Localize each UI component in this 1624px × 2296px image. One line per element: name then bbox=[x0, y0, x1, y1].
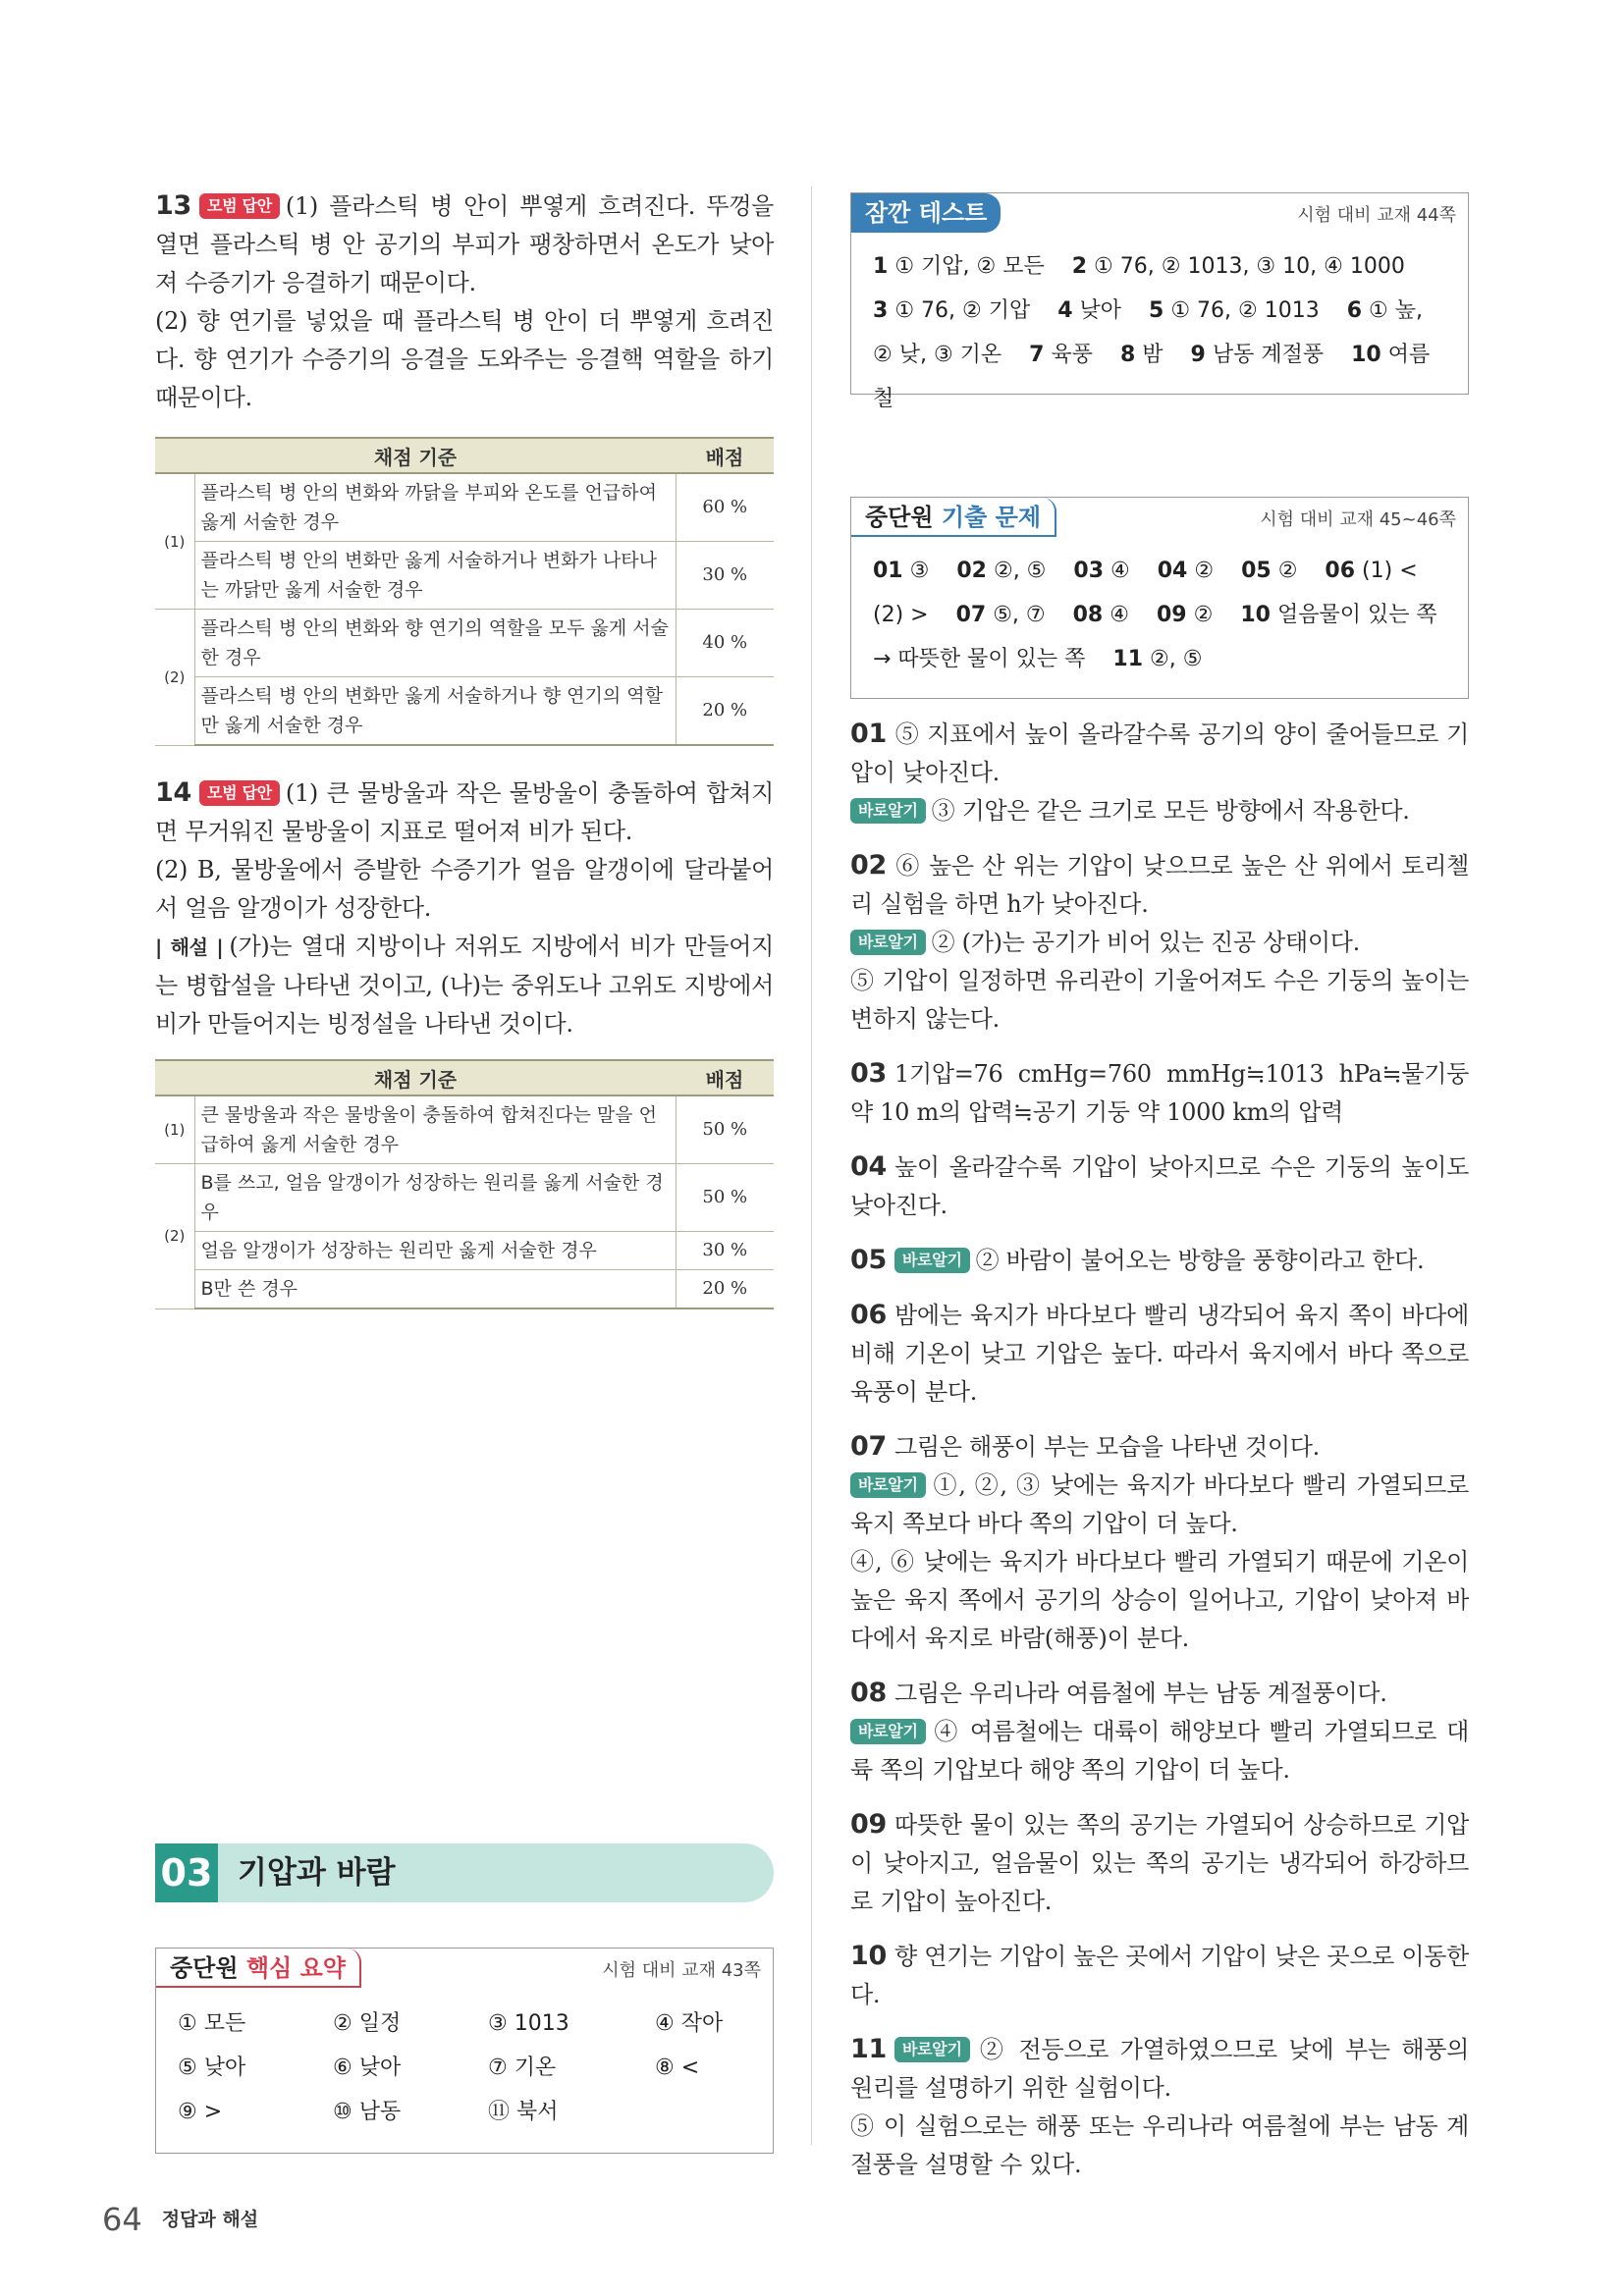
answer-text: ④ 여름철에는 대륙이 해양보다 빨리 가열되므로 대륙 쪽의 기압보다 해양 쪽의 기압이 더 높다. bbox=[850, 1718, 1469, 1784]
table-cell: 플라스틱 병 안의 변화만 옳게 서술하거나 변화가 나타나는 까닭만 옳게 서술한 경우 bbox=[194, 542, 676, 610]
model-answer-tag: 모범 답안 bbox=[199, 193, 280, 219]
item-answer: ① 76, ② 1013 bbox=[1170, 298, 1320, 323]
answer-01 bbox=[850, 715, 1469, 830]
answer-number: 07 bbox=[850, 1431, 887, 1462]
box-tab bbox=[851, 498, 1056, 537]
item-answer: ① 76, ② 기압 bbox=[894, 298, 1031, 323]
answer-08 bbox=[850, 1674, 1469, 1789]
item-number: 9 bbox=[1190, 343, 1206, 367]
footer-title: 정답과 해설 bbox=[161, 2209, 259, 2230]
item-number: 01 bbox=[873, 559, 903, 583]
answer-line bbox=[873, 289, 1448, 333]
table-cell: B만 쓴 경우 bbox=[194, 1270, 676, 1309]
item-answer: 여름철 bbox=[873, 343, 1431, 411]
box-tab bbox=[156, 1949, 361, 1988]
item-number: 6 bbox=[1346, 298, 1363, 323]
item-number: 04 bbox=[1157, 559, 1188, 583]
answer-text: ⑤ 이 실험으로는 해풍 또는 우리나라 여름철에 부는 남동 계절풍을 설명할 수 있다. bbox=[850, 2112, 1469, 2178]
core-summary-box bbox=[155, 1948, 774, 2154]
item-answer: 얼음물이 있는 쪽 bbox=[1276, 603, 1437, 627]
answer-10 bbox=[850, 1937, 1469, 2014]
item-answer: ② 낮, ③ 기온 bbox=[873, 343, 1002, 367]
item-answer: 낮아 bbox=[1079, 298, 1122, 323]
item-answer: (2) > bbox=[873, 603, 929, 627]
table-header-criteria: 채점 기준 bbox=[155, 438, 676, 473]
answer-text: ② 바람이 불어오는 방향을 풍향이라고 한다. bbox=[975, 1247, 1425, 1274]
reference-page: 시험 대비 교재 44쪽 bbox=[1297, 205, 1456, 226]
answer-text: 1기압=76 cmHg=760 mmHg≒1013 hPa≒물기둥 약 10 m의 압력≒공기 기둥 약 1000 km의 압력 bbox=[850, 1060, 1469, 1126]
table-points: 40 % bbox=[676, 610, 774, 677]
answer-number: 11 bbox=[850, 2034, 887, 2064]
answer-03 bbox=[850, 1054, 1469, 1132]
item-answer: ⑤, ⑦ bbox=[993, 603, 1046, 627]
box-header bbox=[156, 1949, 773, 1988]
answer-09 bbox=[850, 1805, 1469, 1921]
box-header bbox=[851, 498, 1468, 537]
table-points: 30 % bbox=[676, 542, 774, 610]
table-cell: 플라스틱 병 안의 변화와 까닭을 부피와 온도를 언급하여 옳게 서술한 경우 bbox=[194, 473, 676, 542]
q13-number: 13 bbox=[155, 190, 191, 221]
correction-tag: 바로알기 bbox=[894, 1248, 970, 1273]
answer-11 bbox=[850, 2030, 1469, 2184]
chapter-header bbox=[155, 1843, 774, 1902]
item-answer: ① 높, bbox=[1369, 298, 1424, 323]
item-number: 06 bbox=[1325, 559, 1356, 583]
item-number: 8 bbox=[1119, 343, 1136, 367]
item-number: 4 bbox=[1057, 298, 1073, 323]
answer-02 bbox=[850, 846, 1469, 1039]
correction-tag: 바로알기 bbox=[850, 798, 926, 824]
answer-05 bbox=[850, 1241, 1469, 1280]
item-number: 10 bbox=[1351, 343, 1381, 367]
box-header bbox=[851, 193, 1468, 233]
item-answer: ②, ⑤ bbox=[993, 559, 1047, 583]
answer-text: ③ 기압은 같은 크기로 모든 방향에서 작용한다. bbox=[931, 797, 1410, 825]
table-group: (1) bbox=[155, 1095, 194, 1164]
item-number: 10 bbox=[1240, 603, 1271, 627]
answer-text: ② (가)는 공기가 비어 있는 진공 상태이다. bbox=[931, 929, 1361, 956]
answer-line bbox=[873, 593, 1448, 637]
table-cell: B를 쓰고, 얼음 알갱이가 성장하는 원리를 옳게 서술한 경우 bbox=[194, 1164, 676, 1232]
summary-item: ⑨ > bbox=[178, 2100, 223, 2124]
item-answer: ② bbox=[1194, 559, 1215, 583]
quick-test-answers bbox=[851, 233, 1468, 431]
item-answer: ① 76, ② 1013, ③ 10, ④ 1000 bbox=[1094, 254, 1405, 279]
correction-tag: 바로알기 bbox=[850, 1719, 926, 1744]
summary-item: ⑦ 기온 bbox=[488, 2056, 557, 2080]
summary-grid bbox=[156, 1988, 773, 2144]
item-answer: ③ bbox=[909, 559, 930, 583]
answer-line bbox=[873, 244, 1448, 289]
table-row bbox=[155, 1232, 774, 1270]
answer-number: 04 bbox=[850, 1151, 887, 1182]
correction-tag: 바로알기 bbox=[850, 1472, 926, 1498]
table-cell: 얼음 알갱이가 성장하는 원리만 옳게 서술한 경우 bbox=[194, 1232, 676, 1270]
item-number: 7 bbox=[1029, 343, 1045, 367]
summary-item: ⑧ < bbox=[655, 2056, 700, 2080]
answer-number: 05 bbox=[850, 1245, 887, 1275]
q13-answer-2: (2) 향 연기를 넣었을 때 플라스틱 병 안이 더 뿌옇게 흐려진다. 향 연기가 수증기의 응결을 도와주는 응결핵 역할을 하기 때문이다. bbox=[155, 307, 774, 411]
summary-item: ⑪ 북서 bbox=[488, 2100, 559, 2124]
item-answer: 육풍 bbox=[1051, 343, 1093, 367]
item-number: 2 bbox=[1071, 254, 1088, 279]
summary-item: ① 모든 bbox=[178, 2011, 246, 2036]
table-header-criteria: 채점 기준 bbox=[155, 1060, 676, 1095]
answer-line bbox=[873, 333, 1448, 421]
item-number: 08 bbox=[1072, 603, 1104, 627]
answer-06 bbox=[850, 1296, 1469, 1412]
table-points: 20 % bbox=[676, 677, 774, 746]
item-number: 02 bbox=[956, 559, 987, 583]
item-answer: ④ bbox=[1110, 603, 1129, 627]
box-tab bbox=[851, 193, 1001, 233]
q14-answer-1: (1) 큰 물방울과 작은 물방울이 충돌하여 합쳐지면 무거워진 물방울이 지표로 떨어져 비가 된다. bbox=[155, 779, 774, 845]
tab-title: 테스트 bbox=[918, 199, 988, 227]
tab-prefix: 잠깐 bbox=[865, 199, 911, 227]
table-row bbox=[155, 610, 774, 677]
q13-score-table bbox=[155, 437, 774, 746]
summary-item: ③ 1013 bbox=[488, 2011, 569, 2036]
q13-answer-1: (1) 플라스틱 병 안이 뿌옇게 흐려진다. 뚜껑을 열면 플라스틱 병 안 공기의 부피가 팽창하면서 온도가 낮아져 수증기가 응결하기 때문이다. bbox=[155, 192, 774, 296]
answer-text: ⑥ 높은 산 위는 기압이 낮으므로 높은 산 위에서 토리첼리 실험을 하면 h가 낮아진다. bbox=[850, 852, 1469, 918]
summary-item: ② 일정 bbox=[333, 2011, 402, 2036]
item-answer: ② bbox=[1193, 603, 1214, 627]
answer-text: ⑤ 지표에서 높이 올라갈수록 공기의 양이 줄어들므로 기압이 낮아진다. bbox=[850, 721, 1469, 786]
item-answer: ① 기압, ② 모든 bbox=[894, 254, 1045, 279]
item-number: 5 bbox=[1149, 298, 1164, 323]
table-points: 60 % bbox=[676, 473, 774, 542]
table-row bbox=[155, 677, 774, 746]
table-row bbox=[155, 473, 774, 542]
table-cell: 플라스틱 병 안의 변화만 옳게 서술하거나 향 연기의 역할만 옳게 서술한 경우 bbox=[194, 677, 676, 746]
item-answer: 밤 bbox=[1142, 343, 1164, 367]
item-number: 1 bbox=[873, 254, 889, 279]
exam-questions-box bbox=[850, 497, 1469, 699]
right-column bbox=[850, 192, 1469, 2200]
q14 bbox=[155, 774, 774, 1043]
table-points: 50 % bbox=[676, 1095, 774, 1164]
reference-page: 시험 대비 교재 45~46쪽 bbox=[1260, 509, 1456, 530]
answer-text: 따뜻한 물이 있는 쪽의 공기는 가열되어 상승하므로 기압이 낮아지고, 얼음물이 있는 쪽의 공기는 냉각되어 하강하므로 기압이 높아진다. bbox=[850, 1811, 1469, 1915]
answer-text: ⑤ 기압이 일정하면 유리관이 기울어져도 수은 기둥의 높이는 변하지 않는다. bbox=[850, 967, 1469, 1033]
q14-score-table bbox=[155, 1059, 774, 1309]
answer-number: 09 bbox=[850, 1809, 887, 1840]
q14-explanation: (가)는 열대 지방이나 저위도 지방에서 비가 만들어지는 병합설을 나타낸 것이고, (나)는 중위도나 고위도 지방에서 비가 만들어지는 빙정설을 나타낸 것이다. bbox=[155, 933, 774, 1038]
answer-line bbox=[873, 549, 1448, 593]
table-header-points: 배점 bbox=[676, 1060, 774, 1095]
item-answer: ②, ⑤ bbox=[1150, 647, 1203, 671]
reference-page: 시험 대비 교재 43쪽 bbox=[602, 1960, 761, 1981]
table-cell: 플라스틱 병 안의 변화와 향 연기의 역할을 모두 옳게 서술한 경우 bbox=[194, 610, 676, 677]
summary-item: ④ 작아 bbox=[655, 2011, 724, 2036]
answer-text: ② 전등으로 가열하였으므로 낮에 부는 해풍의 원리를 설명하기 위한 실험이다. bbox=[850, 2036, 1469, 2102]
answer-number: 02 bbox=[850, 850, 887, 881]
page-footer bbox=[102, 2201, 258, 2238]
answer-text: 그림은 우리나라 여름철에 부는 남동 계절풍이다. bbox=[893, 1680, 1387, 1707]
item-number: 05 bbox=[1241, 559, 1272, 583]
answer-number: 10 bbox=[850, 1941, 887, 1971]
answer-text: ④, ⑥ 낮에는 육지가 바다보다 빨리 가열되기 때문에 기온이 높은 육지 쪽에서 공기의 상승이 일어나고, 기압이 낮아져 바다에서 육지로 바람(해풍)이 분다. bbox=[850, 1548, 1469, 1652]
answer-text: 높이 올라갈수록 기압이 낮아지므로 수은 기둥의 높이도 낮아진다. bbox=[850, 1153, 1469, 1219]
answer-text: ①, ②, ③ 낮에는 육지가 바다보다 빨리 가열되므로 육지 쪽보다 바다 쪽의 기압이 더 높다. bbox=[850, 1471, 1469, 1537]
quick-test-box bbox=[850, 192, 1469, 411]
tab-prefix: 중단원 bbox=[170, 1954, 239, 1982]
summary-item: ⑤ 낮아 bbox=[178, 2056, 246, 2080]
table-header-points: 배점 bbox=[676, 438, 774, 473]
item-number: 11 bbox=[1112, 647, 1144, 671]
model-answer-tag: 모범 답안 bbox=[199, 780, 280, 806]
chapter-number: 03 bbox=[155, 1843, 218, 1902]
table-group: (2) bbox=[155, 610, 194, 746]
table-row bbox=[155, 542, 774, 610]
item-answer: → 따뜻한 물이 있는 쪽 bbox=[873, 647, 1086, 671]
answer-number: 01 bbox=[850, 719, 887, 749]
answer-text: 향 연기는 기압이 높은 곳에서 기압이 낮은 곳으로 이동한다. bbox=[850, 1943, 1469, 2008]
exam-answers bbox=[851, 537, 1468, 691]
answer-text: 밤에는 육지가 바다보다 빨리 냉각되어 육지 쪽이 바다에 비해 기온이 낮고 기압은 높다. 따라서 육지에서 바다 쪽으로 육풍이 분다. bbox=[850, 1302, 1469, 1406]
item-number: 3 bbox=[873, 298, 889, 323]
table-points: 50 % bbox=[676, 1164, 774, 1232]
tab-title: 기출 문제 bbox=[941, 504, 1042, 531]
tab-title: 핵심 요약 bbox=[245, 1954, 347, 1982]
answer-number: 03 bbox=[850, 1058, 887, 1089]
column-divider bbox=[811, 187, 812, 2145]
answer-number: 08 bbox=[850, 1678, 887, 1708]
explanation-label: | 해설 | bbox=[155, 935, 224, 959]
correction-tag: 바로알기 bbox=[850, 930, 926, 955]
q14-answer-2: (2) B, 물방울에서 증발한 수증기가 얼음 알갱이에 달라붙어서 얼음 알갱이가 성장한다. bbox=[155, 856, 774, 922]
correction-tag: 바로알기 bbox=[894, 2037, 970, 2062]
item-answer: ④ bbox=[1110, 559, 1130, 583]
table-points: 30 % bbox=[676, 1232, 774, 1270]
item-number: 09 bbox=[1156, 603, 1187, 627]
q13 bbox=[155, 187, 774, 417]
summary-item: ⑩ 남동 bbox=[333, 2100, 402, 2124]
summary-item: ⑥ 낮아 bbox=[333, 2056, 402, 2080]
table-row bbox=[155, 1270, 774, 1309]
answer-number: 06 bbox=[850, 1300, 887, 1330]
tab-prefix: 중단원 bbox=[865, 504, 934, 531]
answer-explanations bbox=[850, 715, 1469, 2184]
page-number: 64 bbox=[102, 2201, 142, 2238]
table-row bbox=[155, 1164, 774, 1232]
table-points: 20 % bbox=[676, 1270, 774, 1309]
answer-line bbox=[873, 637, 1448, 681]
item-number: 07 bbox=[955, 603, 987, 627]
left-column bbox=[155, 187, 774, 1309]
table-row bbox=[155, 1095, 774, 1164]
answer-04 bbox=[850, 1148, 1469, 1225]
item-answer: 남동 계절풍 bbox=[1212, 343, 1325, 367]
chapter-title: 기압과 바람 bbox=[238, 1855, 396, 1891]
q14-number: 14 bbox=[155, 777, 191, 808]
item-answer: (1) < bbox=[1362, 559, 1418, 583]
answer-text: 그림은 해풍이 부는 모습을 나타낸 것이다. bbox=[893, 1433, 1320, 1461]
item-answer: ② bbox=[1277, 559, 1298, 583]
item-number: 03 bbox=[1073, 559, 1105, 583]
table-group: (1) bbox=[155, 473, 194, 610]
table-cell: 큰 물방울과 작은 물방울이 충돌하여 합쳐진다는 말을 언급하여 옳게 서술한 경우 bbox=[194, 1095, 676, 1164]
table-group: (2) bbox=[155, 1164, 194, 1309]
answer-07 bbox=[850, 1427, 1469, 1658]
